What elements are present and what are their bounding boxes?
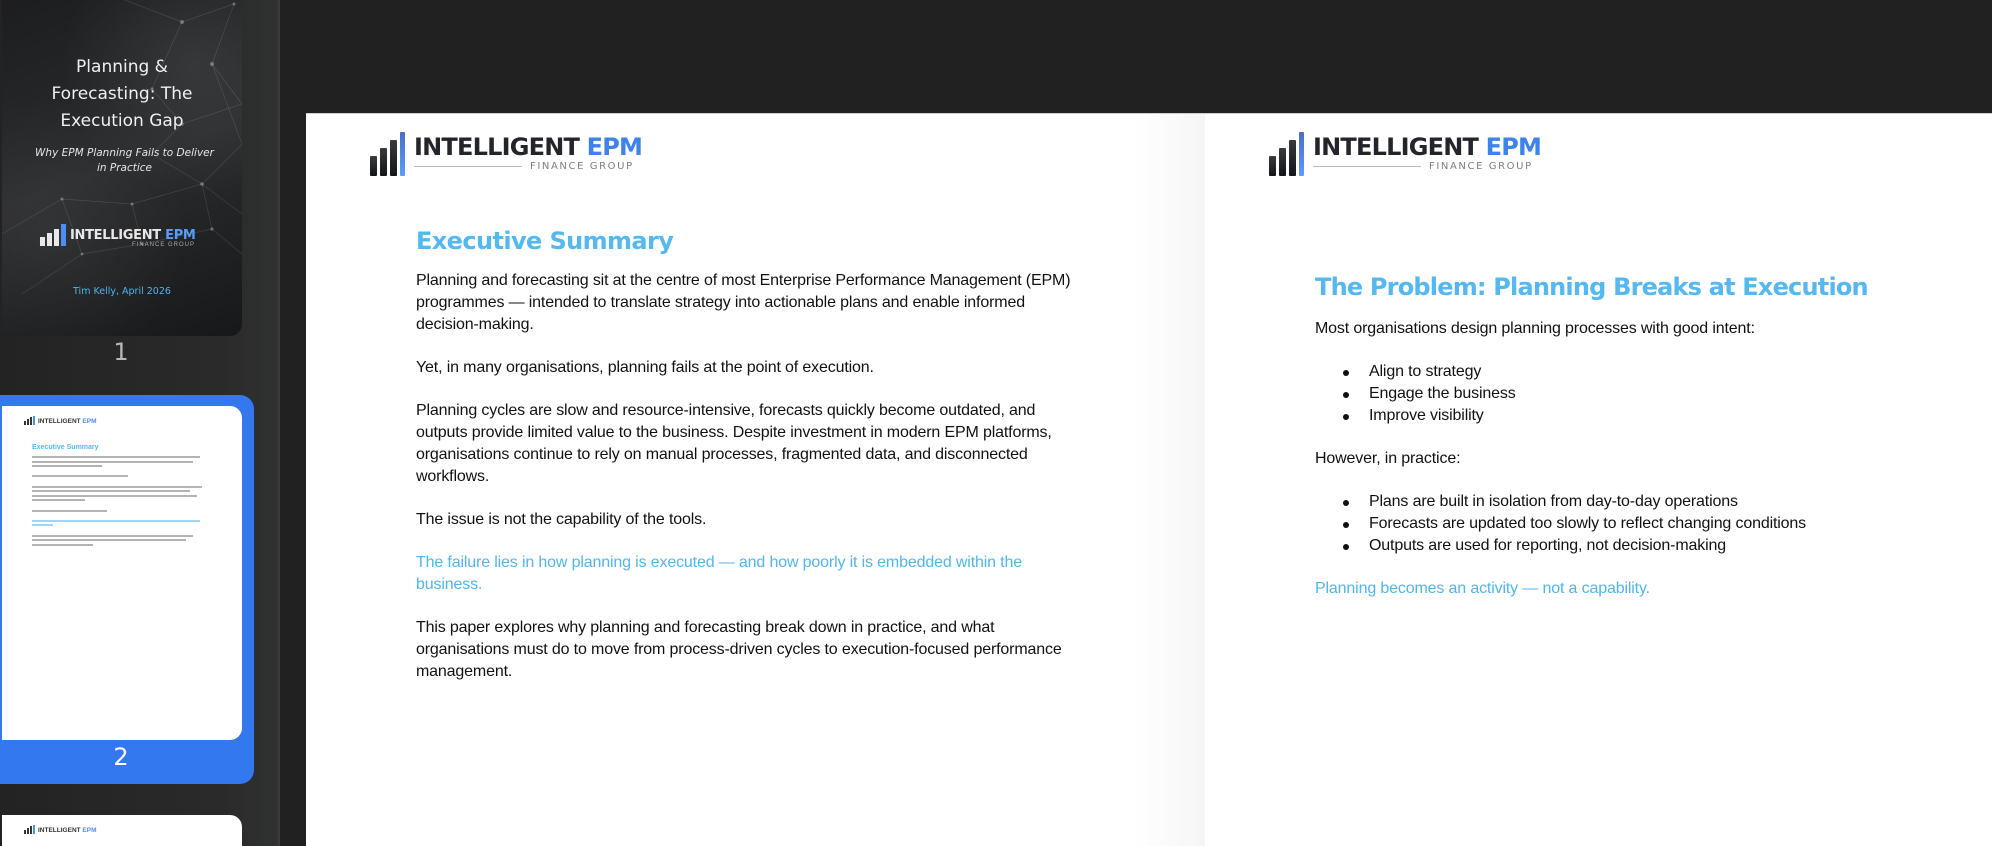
paragraph: Most organisations design planning processes with good intent: — [1315, 320, 1755, 337]
page-number-label: 1 — [113, 338, 129, 366]
paragraph: Planning cycles are slow and resource-intensive, forecasts quickly become outdated, and outputs provide limited value to the business. Despite investment in modern EPM platforms, organisations continue to rely on manual processes, fragmented data, and disconnected workflows. — [416, 402, 1052, 485]
logo-subtitle: FINANCE GROUP — [530, 161, 634, 172]
section-heading: The Problem: Planning Breaks at Execution — [1315, 273, 1868, 301]
company-logo — [1269, 130, 1542, 176]
cover-thumbnail[interactable] — [2, 0, 242, 336]
document-viewer[interactable] — [282, 0, 1992, 846]
logo-divider — [1313, 166, 1421, 167]
practice-bullet-list — [1315, 491, 1985, 557]
list-item: Plans are built in isolation from day-to-day operations — [1315, 491, 1985, 513]
thumbnail-sidebar[interactable] — [0, 0, 280, 846]
section-heading: Executive Summary — [416, 227, 674, 255]
bar-chart-logo-icon — [24, 825, 35, 834]
page-3-thumbnail[interactable] — [2, 815, 242, 846]
highlighted-conclusion: Planning becomes an activity — not a capability. — [1315, 580, 1650, 597]
cover-author: Tim Kelly, April 2026 — [73, 286, 171, 297]
list-item: Outputs are used for reporting, not decision-making — [1315, 535, 1985, 557]
list-item: Align to strategy — [1315, 361, 1985, 383]
thumbnail-page-1[interactable] — [0, 0, 254, 374]
paragraph: However, in practice: — [1315, 450, 1461, 467]
paragraph: This paper explores why planning and forecasting break down in practice, and what organisations must do to move from process-driven cycles to execution-focused performance management. — [416, 619, 1062, 680]
thumbnail-page-3[interactable] — [0, 815, 254, 846]
list-item: Improve visibility — [1315, 405, 1985, 427]
cover-title: Planning & Forecasting: The Execution Gap — [51, 57, 193, 131]
mini-heading: Executive Summary — [32, 444, 99, 451]
mini-text-lines — [32, 456, 207, 548]
page-number-label: 2 — [113, 743, 129, 771]
page-2-thumbnail[interactable] — [2, 406, 242, 740]
company-logo — [370, 130, 643, 176]
mini-logo: INTELLIGENT EPM — [24, 825, 97, 834]
list-item: Engage the business — [1315, 383, 1985, 405]
bar-chart-logo-icon — [1269, 132, 1304, 176]
paragraph: Yet, in many organisations, planning fails at the point of execution. — [416, 359, 874, 376]
thumbnail-page-2-selected[interactable] — [0, 395, 254, 784]
page-content — [1315, 272, 1985, 621]
paragraph: The issue is not the capability of the tools. — [416, 511, 707, 528]
highlighted-paragraph: The failure lies in how planning is executed — and how poorly it is embedded within the business. — [416, 554, 1022, 593]
list-item: Forecasts are updated too slowly to reflect changing conditions — [1315, 513, 1985, 535]
document-page-2 — [306, 114, 1205, 846]
mini-logo: INTELLIGENT EPM — [24, 416, 97, 425]
bar-chart-logo-icon — [370, 132, 405, 176]
cover-logo: INTELLIGENT EPM FINANCE GROUP — [40, 224, 196, 246]
page-content — [416, 226, 1086, 704]
document-page-3 — [1205, 114, 1992, 846]
bar-chart-logo-icon — [24, 416, 35, 425]
logo-divider — [414, 166, 522, 167]
logo-subtitle: FINANCE GROUP — [1429, 161, 1533, 172]
logo-brand-text: INTELLIGENT EPM — [1313, 133, 1542, 161]
bar-chart-logo-icon — [40, 224, 66, 246]
cover-subtitle: Why EPM Planning Fails to Deliver in Practice — [35, 147, 214, 174]
intent-bullet-list — [1315, 361, 1985, 427]
logo-brand-text: INTELLIGENT EPM — [414, 133, 643, 161]
paragraph: Planning and forecasting sit at the centre of most Enterprise Performance Management (EPM) programmes — intended to translate strategy into actionable plans and enable informed decision-making. — [416, 272, 1071, 333]
